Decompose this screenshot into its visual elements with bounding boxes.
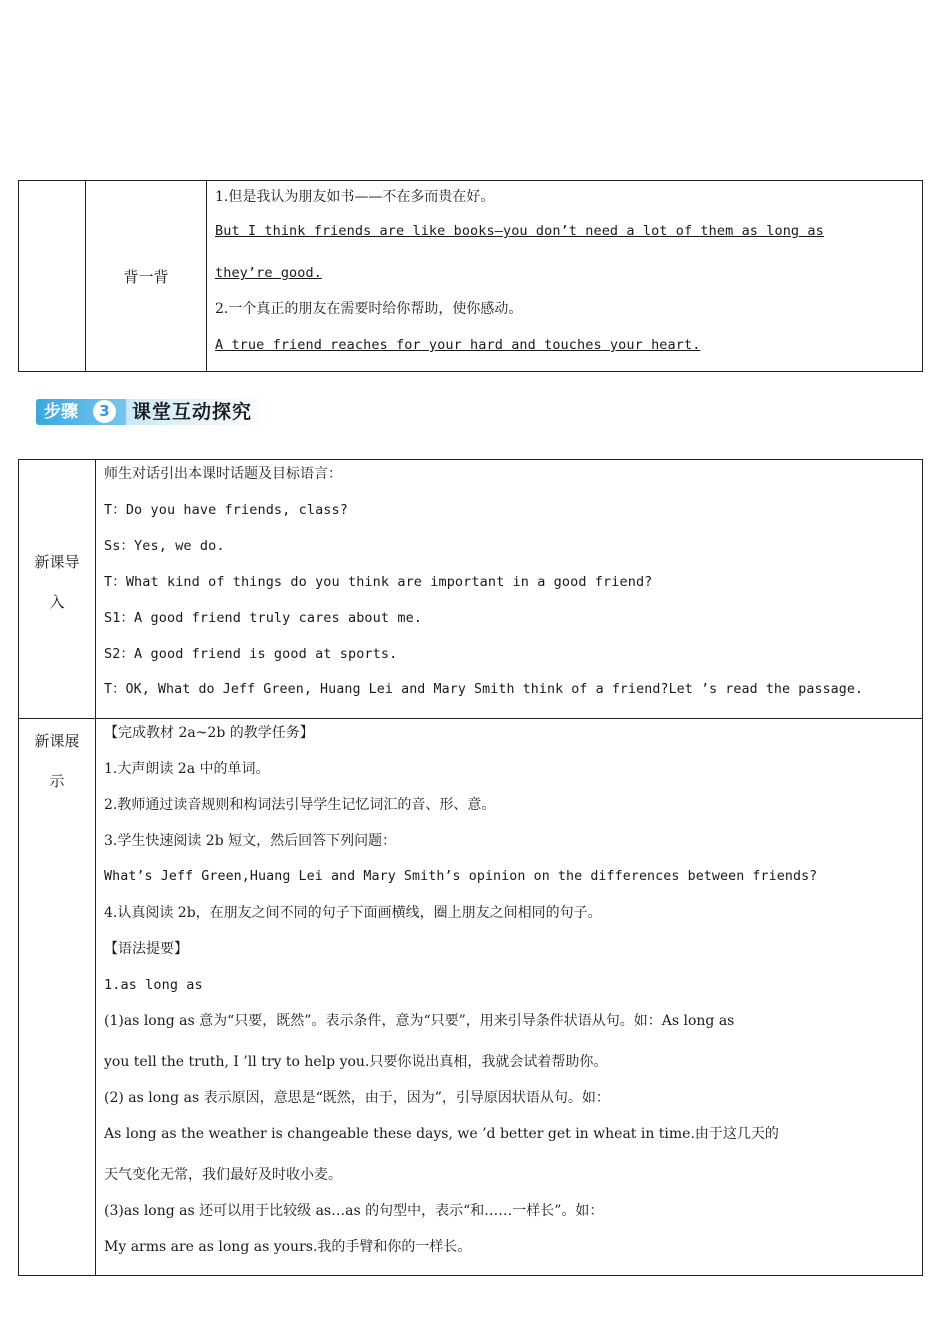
pres-line-9: (1)as long as 意为“只要，既然”。表示条件，意为“只要”，用来引导条件状语从句。如：As long as bbox=[104, 1013, 735, 1029]
recite-line-2: But I think friends are like books—you don’t need a lot of them as long as bbox=[215, 223, 824, 239]
step-label: 步骤 bbox=[44, 402, 78, 422]
empty-cell bbox=[19, 181, 86, 372]
pres-line-15: My arms are as long as yours.我的手臂和你的一样长。 bbox=[104, 1239, 472, 1255]
pres-line-13: 天气变化无常，我们最好及时收小麦。 bbox=[104, 1167, 342, 1183]
pres-line-1: 【完成教材 2a~2b 的教学任务】 bbox=[104, 725, 314, 741]
recite-label: 背一背 bbox=[86, 181, 207, 372]
pres-line-3: 2.教师通过读音规则和构词法引导学生记忆词汇的音、形、意。 bbox=[104, 797, 496, 813]
intro-label-line-1: 新课导 bbox=[34, 553, 80, 571]
pres-line-14: (3)as long as 还可以用于比较级 as…as 的句型中，表示“和……一样长”。如： bbox=[104, 1203, 604, 1219]
intro-line-3: Ss：Yes, we do. bbox=[104, 538, 225, 554]
pres-line-6: 4.认真阅读 2b，在朋友之间不同的句子下面画横线，圈上朋友之间相同的句子。 bbox=[104, 905, 602, 921]
section-banner bbox=[36, 398, 272, 426]
pres-line-11: (2) as long as 表示原因，意思是“既然，由于，因为”，引导原因状语从句。如： bbox=[104, 1090, 610, 1106]
intro-label bbox=[19, 460, 96, 719]
intro-line-5: S1：A good friend truly cares about me. bbox=[104, 610, 423, 626]
presentation-label-line-2: 示 bbox=[49, 772, 65, 790]
intro-line-7: T：OK, What do Jeff Green, Huang Lei and Mary Smith think of a friend?Let ’s read the passage. bbox=[104, 682, 864, 697]
recite-line-5: A true friend reaches for your hard and touches your heart. bbox=[215, 337, 701, 353]
presentation-label bbox=[19, 719, 96, 1276]
presentation-content bbox=[96, 719, 923, 1276]
section-title: 课堂互动探究 bbox=[132, 401, 253, 423]
recite-line-4: 2.一个真正的朋友在需要时给你帮助，使你感动。 bbox=[215, 301, 523, 317]
recite-table bbox=[18, 180, 923, 372]
presentation-label-line-1: 新课展 bbox=[34, 732, 80, 750]
intro-line-2: T：Do you have friends, class? bbox=[104, 502, 348, 518]
recite-content bbox=[207, 181, 923, 372]
intro-line-1: 师生对话引出本课时话题及目标语言： bbox=[104, 466, 342, 482]
pres-line-7: 【语法提要】 bbox=[104, 941, 188, 957]
intro-line-4: T：What kind of things do you think are important in a good friend? bbox=[104, 574, 653, 590]
intro-label-line-2: 入 bbox=[49, 593, 65, 611]
intro-line-6: S2：A good friend is good at sports. bbox=[104, 646, 398, 662]
pres-line-4: 3.学生快速阅读 2b 短文，然后回答下列问题： bbox=[104, 833, 397, 849]
pres-line-5: What’s Jeff Green,Huang Lei and Mary Smith’s opinion on the differences between friends? bbox=[104, 869, 818, 884]
pres-line-12: As long as the weather is changeable these days, we ’d better get in wheat in time.由于这几天的 bbox=[104, 1126, 779, 1142]
pres-line-8: 1.as long as bbox=[104, 977, 203, 993]
recite-line-3: they’re good. bbox=[215, 265, 322, 281]
intro-content bbox=[96, 460, 923, 719]
pres-line-2: 1.大声朗读 2a 中的单词。 bbox=[104, 761, 270, 777]
pres-line-10: you tell the truth, I ’ll try to help you.只要你说出真相，我就会试着帮助你。 bbox=[104, 1054, 608, 1070]
lesson-table bbox=[18, 459, 923, 1276]
step-number: 3 bbox=[93, 400, 116, 423]
recite-line-1: 1.但是我认为朋友如书——不在多而贵在好。 bbox=[215, 189, 495, 205]
